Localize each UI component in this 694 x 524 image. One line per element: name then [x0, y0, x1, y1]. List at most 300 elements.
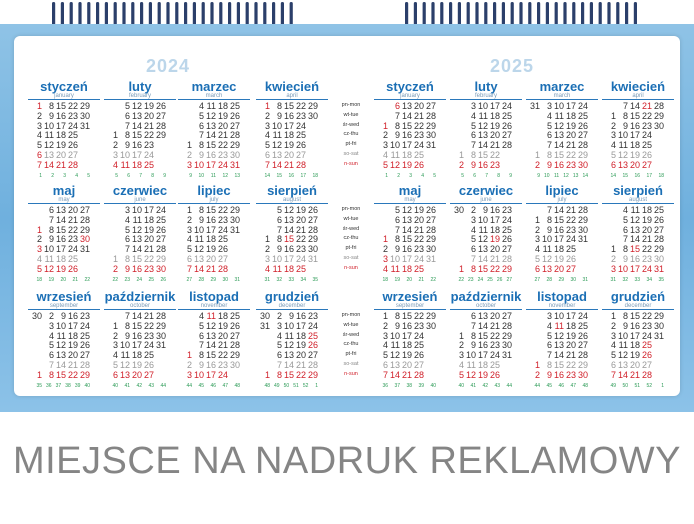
- day-cell: 25: [155, 214, 166, 225]
- day-cell: 19: [489, 234, 500, 245]
- day-cell: 19: [295, 205, 306, 215]
- day-cell: 6: [470, 244, 476, 255]
- weekday-label: so-sat: [343, 254, 359, 261]
- week-number: 50: [283, 382, 290, 389]
- day-cell: 6: [124, 234, 130, 245]
- month-november-2024: [178, 290, 250, 390]
- day-cell: 8: [470, 263, 476, 274]
- day-cell: 16: [401, 130, 412, 141]
- week-number: 46: [210, 382, 216, 389]
- week-number: 36: [46, 382, 52, 389]
- day-cell: 11: [120, 159, 130, 170]
- day-cell: 24: [641, 130, 652, 141]
- day-cell: 12: [119, 359, 130, 370]
- week-number: 32: [276, 276, 282, 283]
- day-cell: 4: [546, 110, 552, 121]
- day-cell: 14: [271, 159, 282, 170]
- weekday-row: [178, 265, 250, 275]
- day-cell: 1: [458, 263, 464, 274]
- week-number: 44: [534, 382, 540, 389]
- day-cell: 4: [470, 224, 476, 235]
- day-cell: 1: [186, 350, 192, 361]
- week-numbers: [28, 172, 100, 180]
- day-cell: 3: [186, 224, 192, 235]
- day-cell: 16: [401, 244, 412, 255]
- day-cell: 28: [577, 350, 588, 361]
- week-number: 38: [65, 382, 71, 389]
- week-number: 49: [274, 382, 280, 389]
- day-cell: 2: [264, 244, 270, 255]
- week-numbers: [104, 276, 176, 284]
- day-cell: 28: [307, 359, 318, 370]
- day-cell: 27: [155, 110, 166, 121]
- weekday-row: [256, 161, 328, 171]
- day-cell: 18: [67, 330, 78, 341]
- day-cell: 29: [79, 101, 90, 111]
- day-cell: 24: [143, 340, 154, 351]
- day-cell: 7: [546, 140, 552, 151]
- day-cell: 29: [307, 369, 318, 380]
- day-cell: 24: [295, 120, 306, 131]
- week-numbers: [526, 382, 598, 390]
- day-cell: 30: [307, 244, 318, 255]
- day-cell: 17: [401, 330, 412, 341]
- day-cell: 21: [489, 320, 500, 331]
- day-cell: 26: [307, 205, 318, 215]
- day-cell: 23: [295, 110, 306, 121]
- day-cell: 30: [259, 311, 270, 321]
- day-cell: 29: [501, 263, 512, 274]
- week-number: 25: [487, 276, 493, 283]
- day-cell: 13: [271, 149, 282, 160]
- day-cell: 8: [622, 110, 628, 121]
- day-cell: 21: [565, 140, 576, 151]
- day-cell: 26: [577, 120, 588, 131]
- day-cell: 5: [198, 110, 204, 121]
- weekday-row: [104, 161, 176, 171]
- day-cell: 5: [622, 214, 628, 225]
- day-cell: 3: [534, 234, 540, 245]
- day-cell: 22: [217, 350, 228, 361]
- weekday-labels: [334, 311, 368, 380]
- weekday-row: [104, 265, 176, 275]
- weekday-row: [526, 161, 598, 171]
- week-number: 42: [136, 382, 142, 389]
- day-cell: 24: [577, 101, 588, 111]
- day-cell: 10: [617, 330, 628, 341]
- day-cell: 8: [198, 140, 204, 151]
- day-cell: 12: [617, 149, 628, 160]
- day-cell: 5: [546, 330, 552, 341]
- week-number: 49: [610, 382, 616, 389]
- day-cell: 5: [276, 205, 282, 215]
- day-cell: 28: [155, 244, 166, 255]
- day-cell: 10: [193, 369, 204, 380]
- day-cell: 14: [401, 110, 412, 121]
- month-name-english: july: [526, 197, 598, 204]
- day-cell: 14: [629, 101, 640, 111]
- weekday-label: so-sat: [343, 360, 359, 367]
- day-cell: 23: [489, 340, 500, 351]
- day-cell: 13: [131, 110, 142, 121]
- day-cell: 4: [382, 340, 388, 351]
- week-number: 4: [421, 172, 424, 179]
- week-numbers: [178, 172, 250, 180]
- day-cell: 23: [413, 130, 424, 141]
- day-cell: 20: [413, 214, 424, 225]
- day-cell: 3: [124, 205, 130, 215]
- day-cell: 29: [229, 350, 240, 361]
- day-cell: 11: [272, 130, 282, 141]
- day-cell: 13: [55, 205, 66, 215]
- day-cell: 26: [565, 253, 576, 264]
- day-cell: 12: [629, 214, 640, 225]
- day-cell: 2: [458, 340, 464, 351]
- day-cell: 26: [229, 320, 240, 331]
- day-cell: 8: [124, 320, 130, 331]
- weekday-row: [602, 371, 674, 381]
- day-cell: 28: [501, 253, 512, 264]
- day-cell: 29: [577, 214, 588, 225]
- day-cell: 31: [259, 320, 270, 331]
- day-cell: 2: [610, 320, 616, 331]
- day-cell: 15: [629, 110, 640, 121]
- day-cell: 29: [425, 234, 436, 245]
- day-cell: 16: [205, 214, 216, 225]
- week-number: 11: [553, 172, 560, 179]
- day-cell: 13: [617, 159, 628, 170]
- day-cell: 4: [198, 101, 204, 111]
- week-number: 44: [506, 382, 512, 389]
- week-number: 27: [534, 276, 540, 283]
- day-cell: 15: [477, 149, 488, 160]
- day-cell: 22: [295, 234, 306, 245]
- day-cell: 30: [229, 214, 240, 225]
- weekday-label: wt-tue: [343, 215, 359, 222]
- day-cell: 8: [622, 244, 628, 255]
- day-cell: 19: [55, 263, 66, 274]
- day-cell: 9: [276, 110, 282, 121]
- day-cell: 3: [610, 330, 616, 341]
- week-number: 8: [151, 172, 154, 179]
- month-name: marzec: [539, 79, 585, 94]
- day-cell: 7: [198, 340, 204, 351]
- day-cell: 1: [186, 140, 192, 151]
- day-cell: 15: [283, 369, 294, 380]
- day-cell: 12: [283, 205, 294, 215]
- day-cell: 21: [217, 130, 228, 141]
- day-cell: 27: [307, 214, 318, 225]
- day-cell: 2: [382, 244, 388, 255]
- day-cell: 26: [413, 159, 424, 170]
- week-number: 50: [622, 382, 628, 389]
- day-cell: 14: [477, 140, 488, 151]
- day-cell: 25: [229, 101, 240, 111]
- month-name: październik: [450, 289, 522, 304]
- week-number: 33: [288, 276, 294, 283]
- day-cell: 22: [295, 369, 306, 380]
- day-cell: 11: [390, 149, 400, 160]
- day-cell: 21: [295, 359, 306, 370]
- day-cell: 12: [43, 263, 54, 274]
- day-cell: 14: [477, 320, 488, 331]
- week-number: 29: [558, 276, 564, 283]
- day-cell: 6: [546, 130, 552, 141]
- day-cell: 14: [477, 253, 488, 264]
- week-numbers: [104, 382, 176, 390]
- day-cell: 12: [541, 253, 552, 264]
- month-name-english: june: [450, 197, 522, 204]
- day-cell: 9: [394, 130, 400, 141]
- day-cell: 19: [295, 340, 306, 351]
- day-cell: 3: [610, 263, 616, 274]
- day-cell: 29: [425, 120, 436, 131]
- week-number: 40: [458, 382, 464, 389]
- day-cell: 5: [610, 149, 616, 160]
- day-cell: 22: [489, 149, 500, 160]
- day-cell: 7: [546, 205, 552, 215]
- day-cell: 2: [36, 234, 42, 245]
- day-cell: 28: [577, 140, 588, 151]
- day-cell: 20: [67, 205, 78, 215]
- day-cell: 16: [553, 369, 564, 380]
- day-cell: 21: [629, 369, 640, 380]
- month-october-2024: [104, 290, 176, 390]
- day-cell: 16: [55, 234, 66, 245]
- day-cell: 16: [131, 330, 142, 341]
- day-cell: 22: [67, 369, 78, 380]
- day-cell: 7: [124, 120, 130, 131]
- day-cell: 28: [641, 369, 652, 380]
- day-cell: 25: [577, 110, 588, 121]
- day-cell: 14: [131, 311, 142, 321]
- day-cell: 11: [44, 253, 54, 264]
- month-march-2025: [526, 80, 598, 180]
- day-cell: 18: [205, 234, 216, 245]
- day-cell: 9: [394, 320, 400, 331]
- month-name: styczeń: [386, 79, 434, 94]
- day-cell: 24: [413, 330, 424, 341]
- day-cell: 31: [155, 340, 166, 351]
- day-cell: 19: [131, 359, 142, 370]
- day-cell: 10: [389, 253, 400, 264]
- day-cell: 8: [48, 224, 54, 235]
- weekday-row: [374, 265, 446, 275]
- day-cell: 22: [489, 330, 500, 341]
- month-february-2025: [450, 80, 522, 180]
- day-cell: 23: [501, 205, 512, 215]
- day-cell: 28: [577, 205, 588, 215]
- day-cell: 8: [198, 350, 204, 361]
- day-cell: 27: [229, 120, 240, 131]
- day-cell: 28: [307, 224, 318, 235]
- week-number: 39: [418, 382, 424, 389]
- day-cell: 3: [382, 330, 388, 341]
- week-number: 35: [36, 382, 42, 389]
- day-cell: 1: [382, 311, 388, 321]
- week-number: 10: [198, 172, 204, 179]
- day-cell: 2: [534, 224, 540, 235]
- week-number: 39: [74, 382, 81, 389]
- day-cell: 2: [36, 110, 42, 121]
- day-cell: 25: [641, 340, 652, 351]
- day-cell: 14: [553, 140, 564, 151]
- week-number: 17: [300, 172, 306, 179]
- day-cell: 27: [155, 234, 166, 245]
- day-cell: 5: [458, 369, 464, 380]
- day-cell: 10: [389, 330, 400, 341]
- day-cell: 24: [489, 350, 500, 361]
- day-cell: 6: [622, 224, 628, 235]
- month-name: czerwiec: [112, 183, 168, 198]
- day-cell: 9: [124, 263, 130, 274]
- day-cell: 25: [143, 350, 154, 361]
- week-number: 5: [87, 172, 90, 179]
- week-number: 14: [264, 172, 270, 179]
- month-name-english: november: [178, 303, 250, 310]
- weekday-label: n-sun: [344, 370, 358, 377]
- day-cell: 11: [466, 359, 476, 370]
- week-number: 19: [394, 276, 400, 283]
- day-cell: 18: [295, 330, 306, 341]
- day-cell: 22: [489, 263, 500, 274]
- week-numbers: [256, 276, 328, 284]
- day-cell: 14: [131, 244, 142, 255]
- day-cell: 2: [48, 311, 54, 321]
- day-cell: 25: [229, 311, 240, 321]
- day-cell: 20: [489, 130, 500, 141]
- week-numbers: [28, 382, 100, 390]
- day-cell: 21: [489, 253, 500, 264]
- day-cell: 22: [217, 205, 228, 215]
- day-cell: 15: [283, 101, 294, 111]
- day-cell: 15: [553, 359, 564, 370]
- month-name-english: october: [104, 303, 176, 310]
- day-cell: 21: [401, 369, 412, 380]
- day-cell: 10: [553, 101, 564, 111]
- month-name-english: february: [450, 93, 522, 100]
- day-cell: 21: [67, 359, 78, 370]
- day-cell: 7: [546, 350, 552, 361]
- day-cell: 22: [295, 101, 306, 111]
- day-cell: 1: [112, 130, 118, 141]
- week-number: 19: [48, 276, 54, 283]
- day-cell: 9: [546, 159, 552, 170]
- day-cell: 23: [565, 369, 576, 380]
- day-cell: 8: [546, 214, 552, 225]
- day-cell: 20: [489, 311, 500, 321]
- day-cell: 19: [67, 340, 78, 351]
- day-cell: 17: [553, 234, 564, 245]
- day-cell: 9: [622, 253, 628, 264]
- day-cell: 22: [641, 311, 652, 321]
- day-cell: 12: [205, 320, 216, 331]
- week-number: 47: [222, 382, 228, 389]
- day-cell: 12: [465, 369, 476, 380]
- day-cell: 13: [477, 311, 488, 321]
- month-december-2025: [602, 290, 674, 390]
- month-name-english: march: [178, 93, 250, 100]
- day-cell: 22: [143, 320, 154, 331]
- week-numbers: [450, 382, 522, 390]
- day-cell: 28: [501, 320, 512, 331]
- day-cell: 30: [229, 359, 240, 370]
- day-cell: 14: [553, 350, 564, 361]
- week-number: 48: [264, 382, 270, 389]
- day-cell: 14: [401, 224, 412, 235]
- day-cell: 26: [501, 120, 512, 131]
- day-cell: 18: [217, 101, 228, 111]
- day-cell: 7: [124, 311, 130, 321]
- weekday-label: wt-tue: [343, 111, 359, 118]
- day-cell: 21: [413, 110, 424, 121]
- day-cell: 29: [577, 359, 588, 370]
- day-cell: 1: [382, 120, 388, 131]
- week-number: 27: [186, 276, 192, 283]
- week-number: 18: [382, 276, 388, 283]
- weekday-label: wt-tue: [343, 321, 359, 328]
- week-number: 1: [661, 382, 664, 389]
- month-name-english: december: [256, 303, 328, 310]
- day-cell: 13: [541, 263, 552, 274]
- day-cell: 20: [205, 253, 216, 264]
- day-cell: 6: [198, 330, 204, 341]
- week-number: 34: [300, 276, 306, 283]
- week-number: 22: [458, 276, 464, 283]
- day-cell: 17: [143, 205, 154, 215]
- day-cell: 15: [131, 130, 142, 141]
- day-cell: 1: [458, 149, 464, 160]
- week-number: 41: [470, 382, 476, 389]
- day-cell: 20: [283, 149, 294, 160]
- day-cell: 30: [577, 369, 588, 380]
- day-cell: 21: [143, 311, 154, 321]
- day-cell: 20: [489, 244, 500, 255]
- day-cell: 31: [653, 330, 664, 341]
- week-number: 6: [127, 172, 130, 179]
- day-cell: 18: [489, 110, 500, 121]
- day-cell: 1: [36, 369, 42, 380]
- day-cell: 14: [389, 369, 400, 380]
- week-number: 5: [115, 172, 118, 179]
- day-cell: 5: [470, 234, 476, 245]
- day-cell: 14: [205, 340, 216, 351]
- week-number: 29: [210, 276, 216, 283]
- day-cell: 19: [143, 224, 154, 235]
- day-cell: 11: [390, 340, 400, 351]
- day-cell: 28: [217, 263, 228, 274]
- month-name-english: january: [28, 93, 100, 100]
- day-cell: 1: [610, 244, 616, 255]
- day-cell: 26: [307, 340, 318, 351]
- day-cell: 4: [610, 140, 616, 151]
- day-cell: 7: [198, 130, 204, 141]
- weekday-labels: [334, 101, 368, 170]
- day-cell: 30: [31, 311, 42, 321]
- day-cell: 7: [124, 244, 130, 255]
- week-numbers: [374, 276, 446, 284]
- day-cell: 9: [48, 234, 54, 245]
- week-number: 46: [558, 382, 564, 389]
- day-cell: 1: [610, 311, 616, 321]
- day-cell: 5: [112, 359, 118, 370]
- day-cell: 21: [143, 244, 154, 255]
- day-cell: 3: [382, 140, 388, 151]
- day-cell: 28: [155, 311, 166, 321]
- week-numbers: [256, 382, 328, 390]
- day-cell: 6: [276, 214, 282, 225]
- week-number: 41: [124, 382, 130, 389]
